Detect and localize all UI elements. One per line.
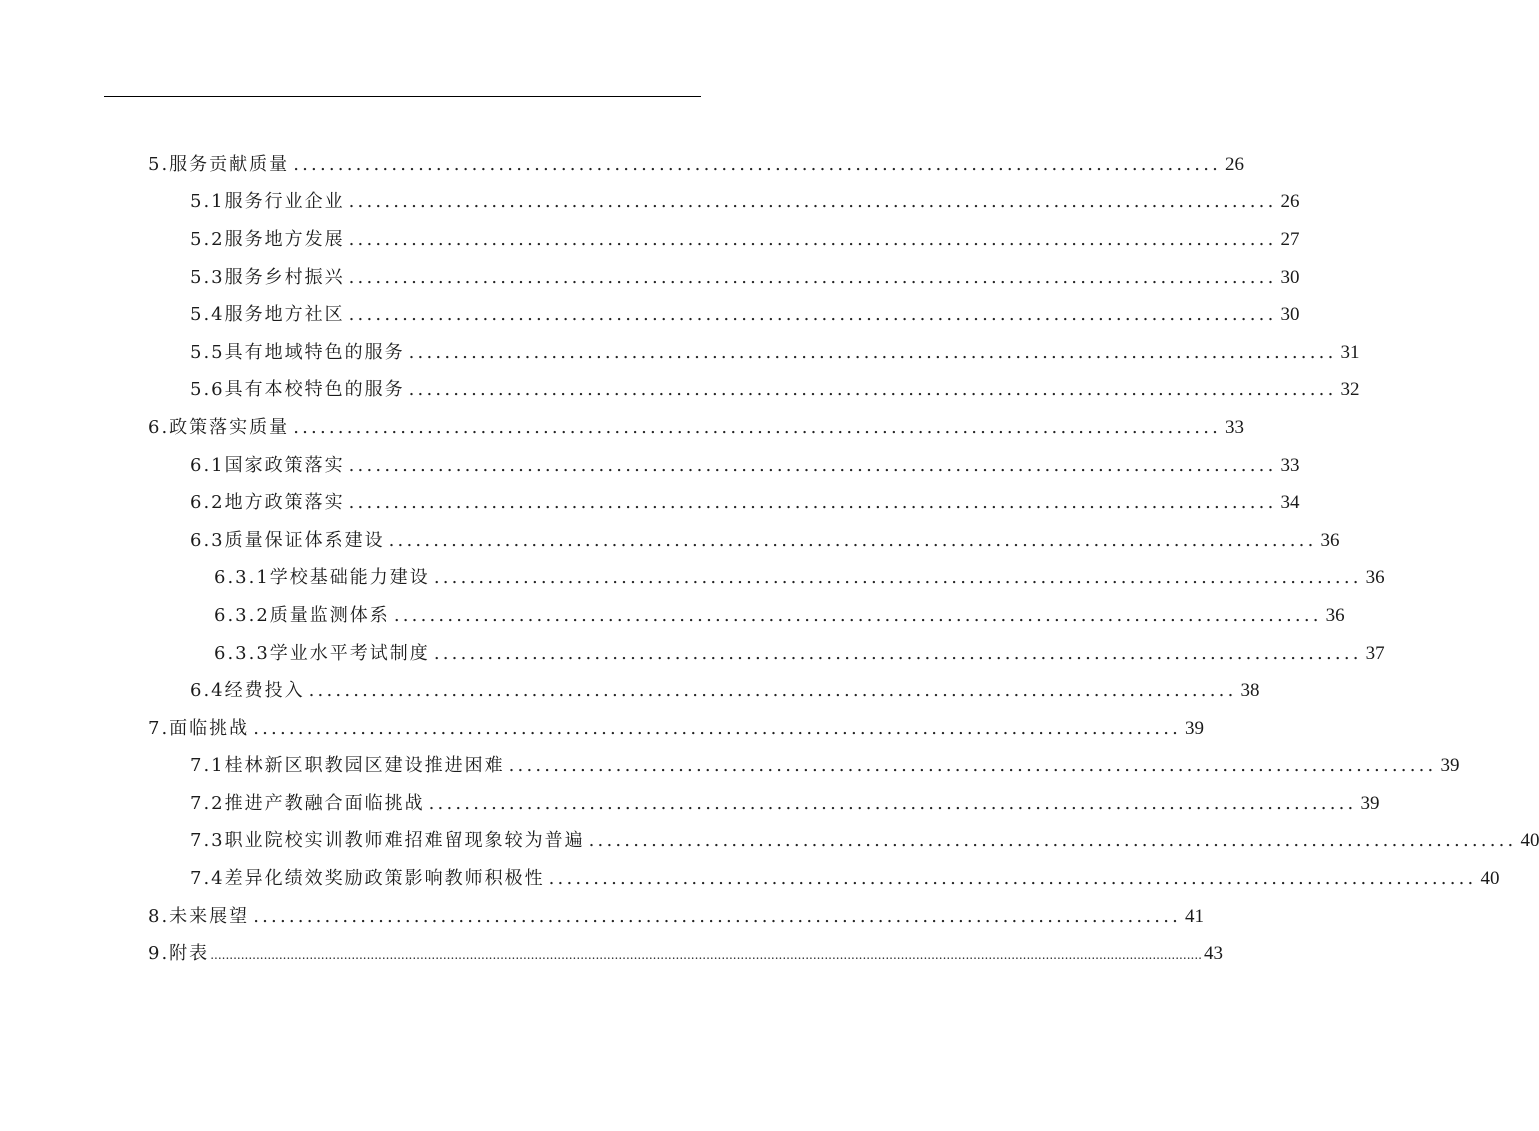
- toc-entry-page: 33: [1280, 455, 1300, 476]
- toc-entry[interactable]: [148, 941, 1223, 967]
- toc-entry-title: 5.服务贡献质量: [148, 154, 290, 175]
- toc-entry-title: 7.2推进产教融合面临挑战: [190, 793, 425, 814]
- toc-entry-title: 6.3质量保证体系建设: [190, 530, 385, 551]
- toc-entry-title: 8.未来展望: [148, 906, 250, 927]
- toc-leader-dots: ........................................................................................................: [428, 793, 1357, 814]
- toc-entry[interactable]: [190, 453, 1300, 479]
- toc-entry-page: 30: [1280, 304, 1300, 325]
- toc-entry-title: 5.2服务地方发展: [190, 229, 345, 250]
- toc-entry-title: 7.面临挑战: [148, 718, 250, 739]
- toc-entry[interactable]: [190, 866, 1500, 892]
- toc-entry[interactable]: [148, 716, 1205, 742]
- toc-leader-dots: ........................................................................................................: [293, 154, 1222, 175]
- toc-entry[interactable]: [148, 152, 1245, 178]
- toc-entry-page: 37: [1365, 643, 1385, 664]
- toc-entry[interactable]: [190, 189, 1300, 215]
- toc-entry-title: 9.附表: [148, 943, 210, 964]
- toc-entry[interactable]: [190, 528, 1340, 554]
- toc-entry[interactable]: [214, 603, 1345, 629]
- toc-entry[interactable]: [190, 753, 1460, 779]
- toc-entry-page: 34: [1280, 492, 1300, 513]
- toc-leader-dots: ........................................................................................................: [308, 680, 1237, 701]
- toc-entry-title: 6.3.2质量监测体系: [214, 605, 390, 626]
- toc-entry-title: 7.4差异化绩效奖励政策影响教师积极性: [190, 868, 545, 889]
- toc-entry[interactable]: [190, 791, 1380, 817]
- toc-entry[interactable]: [190, 340, 1360, 366]
- toc-leader-dots: ........................................................................................................: [433, 643, 1362, 664]
- toc-entry[interactable]: [190, 227, 1300, 253]
- toc-entry-page: 40: [1520, 830, 1539, 851]
- toc-entry-title: 6.1国家政策落实: [190, 455, 345, 476]
- toc-entry-title: 6.2地方政策落实: [190, 492, 345, 513]
- toc-entry-page: 32: [1340, 379, 1360, 400]
- toc-entry-title: 7.3职业院校实训教师难招难留现象较为普遍: [190, 830, 585, 851]
- toc-leader-dots: ........................................................................................................: [253, 718, 1182, 739]
- toc-entry-title: 5.5具有地域特色的服务: [190, 342, 405, 363]
- toc-entry-page: 31: [1340, 342, 1360, 363]
- toc-entry[interactable]: [190, 678, 1260, 704]
- toc-leader-dots: ........................................................................................................: [508, 755, 1437, 776]
- toc-leader-dots: ........................................................................................................: [348, 455, 1277, 476]
- toc-entry[interactable]: [190, 265, 1300, 291]
- toc-entry[interactable]: [148, 904, 1205, 930]
- toc-leader-dots: ........................................................................................................: [393, 605, 1322, 626]
- toc-entry-page: 26: [1225, 154, 1245, 175]
- toc-entry-title: 6.4经费投入: [190, 680, 305, 701]
- toc-entry[interactable]: [190, 490, 1300, 516]
- toc-entry-page: 33: [1225, 417, 1245, 438]
- toc-entry-page: 40: [1480, 868, 1500, 889]
- toc-entry-page: 26: [1280, 191, 1300, 212]
- toc-entry[interactable]: [190, 302, 1300, 328]
- toc-entry[interactable]: [214, 565, 1385, 591]
- toc-entry-page: 27: [1280, 229, 1300, 250]
- toc-entry-page: 39: [1185, 718, 1205, 739]
- toc-leader-dots: ........................................................................................................: [348, 267, 1277, 288]
- toc-entry[interactable]: [190, 377, 1360, 403]
- toc-entry-page: 36: [1325, 605, 1345, 626]
- toc-leader-dots: ........................................................................................................: [253, 906, 1182, 927]
- toc-entry-page: 30: [1280, 267, 1300, 288]
- toc-leader-dots: ........................................................................................................: [293, 417, 1222, 438]
- toc-entry[interactable]: [214, 641, 1385, 667]
- toc-leader-dots: ........................................................................................................: [408, 342, 1337, 363]
- toc-leader-dots: ........................................................................................................: [388, 530, 1317, 551]
- toc-leader-dots: ........................................................................................................: [348, 229, 1277, 250]
- toc-entry-page: 43: [1203, 943, 1223, 964]
- toc-entry-title: 5.1服务行业企业: [190, 191, 345, 212]
- toc-leader-dots: ........................................................................................................: [548, 868, 1477, 889]
- toc-leader-dots: ........................................................................................................: [588, 830, 1517, 851]
- toc-leader-dots: ........................................................................................................: [408, 379, 1337, 400]
- toc-entry-page: 36: [1365, 567, 1385, 588]
- toc-leader-dots: ........................................................................................................: [348, 191, 1277, 212]
- toc-entry-page: 41: [1185, 906, 1205, 927]
- toc-entry[interactable]: [190, 828, 1539, 854]
- toc-entry-title: 5.6具有本校特色的服务: [190, 379, 405, 400]
- toc-leader-dots: ........................................................................................................: [348, 304, 1277, 325]
- toc-entry-title: 7.1桂林新区职教园区建设推进困难: [190, 755, 505, 776]
- toc-entry-page: 39: [1360, 793, 1380, 814]
- toc-entry-title: 6.3.1学校基础能力建设: [214, 567, 430, 588]
- toc-leader-dots: ........................................................................................................: [433, 567, 1362, 588]
- toc-leader-dots: ........................................................................................................: [348, 492, 1277, 513]
- toc-entry-title: 5.3服务乡村振兴: [190, 267, 345, 288]
- toc-entry-page: 38: [1240, 680, 1260, 701]
- toc-entry[interactable]: [148, 415, 1245, 441]
- toc-entry-title: 6.政策落实质量: [148, 417, 290, 438]
- toc-entry-page: 39: [1440, 755, 1460, 776]
- toc-leader-dots: ....................................................................................................................................................................................................................................................................: [210, 948, 1202, 962]
- toc-entry-title: 5.4服务地方社区: [190, 304, 345, 325]
- toc-entry-page: 36: [1320, 530, 1340, 551]
- toc-entry-title: 6.3.3学业水平考试制度: [214, 643, 430, 664]
